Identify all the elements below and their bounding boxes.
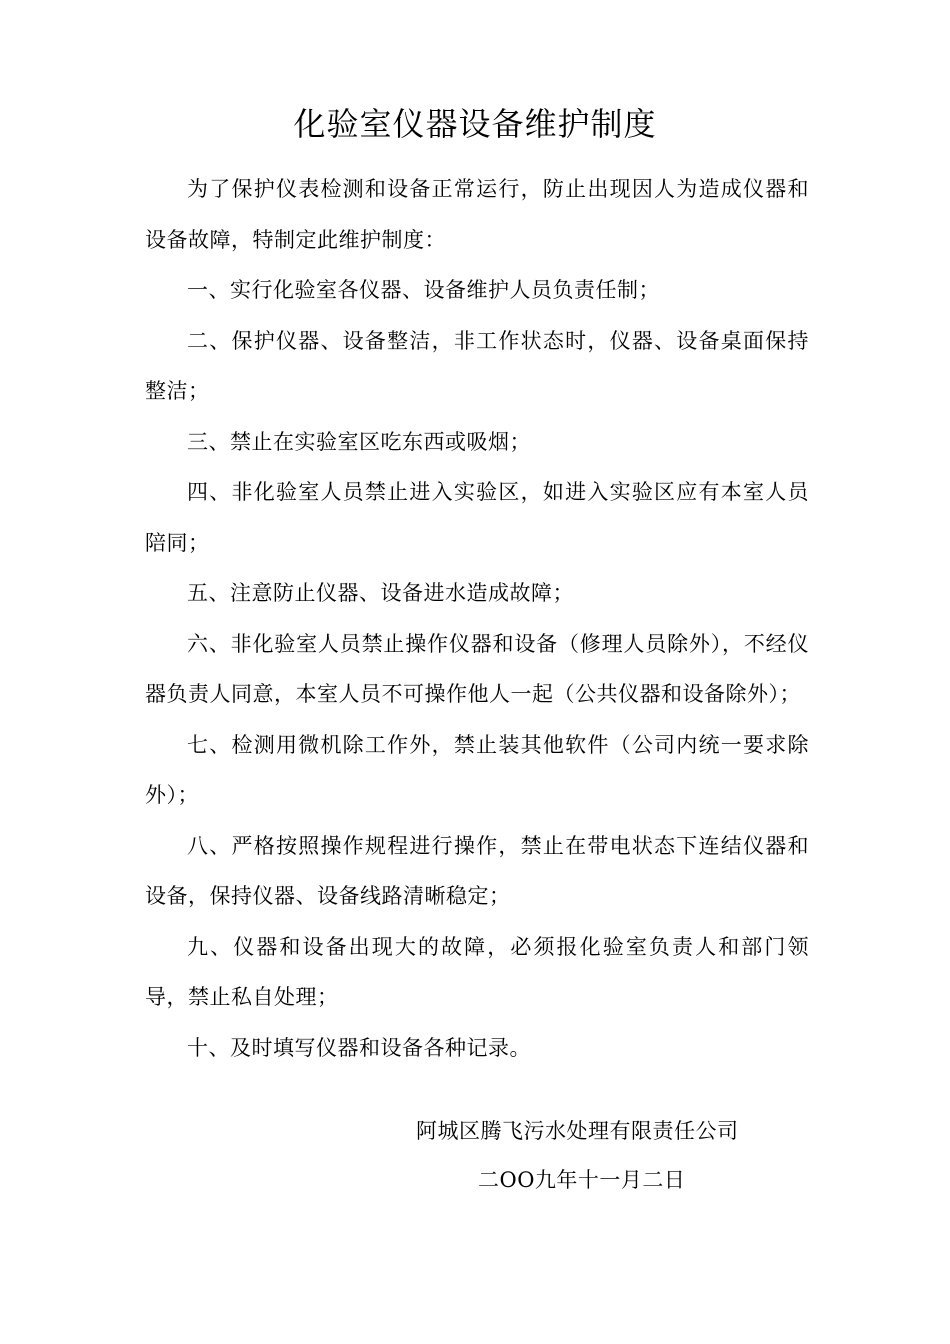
signature-company: 阿城区腾飞污水处理有限责任公司	[416, 1119, 739, 1143]
rule-8: 八、严格按照操作规程进行操作，禁止在带电状态下连结仪器和设备，保持仪器、设备线路清晰稳定；	[145, 833, 809, 908]
intro-paragraph: 为了保护仪表检测和设备正常运行，防止出现因人为造成仪器和设备故障，特制定此维护制度：	[145, 177, 809, 252]
document-body	[145, 164, 809, 1073]
rule-2: 二、保护仪器、设备整洁，非工作状态时，仪器、设备桌面保持整洁；	[145, 328, 809, 403]
rule-10: 十、及时填写仪器和设备各种记录。	[187, 1035, 531, 1060]
rule-4: 四、非化验室人员禁止进入实验区，如进入实验区应有本室人员陪同；	[145, 480, 809, 555]
signature-date: 二OO九年十一月二日	[478, 1168, 686, 1192]
rule-3: 三、禁止在实验室区吃东西或吸烟；	[187, 429, 531, 454]
document-title: 化验室仪器设备维护制度	[293, 105, 657, 143]
rule-6: 六、非化验室人员禁止操作仪器和设备（修理人员除外），不经仪器负责人同意，本室人员不可操作他人一起（公共仪器和设备除外）；	[145, 631, 809, 706]
rule-7: 七、检测用微机除工作外，禁止装其他软件（公司内统一要求除外）；	[145, 732, 809, 807]
rule-1: 一、实行化验室各仪器、设备维护人员负责任制；	[187, 278, 660, 302]
rule-9: 九、仪器和设备出现大的故障，必须报化验室负责人和部门领导，禁止私自处理；	[145, 934, 809, 1009]
rule-5: 五、注意防止仪器、设备进水造成故障；	[187, 581, 574, 605]
